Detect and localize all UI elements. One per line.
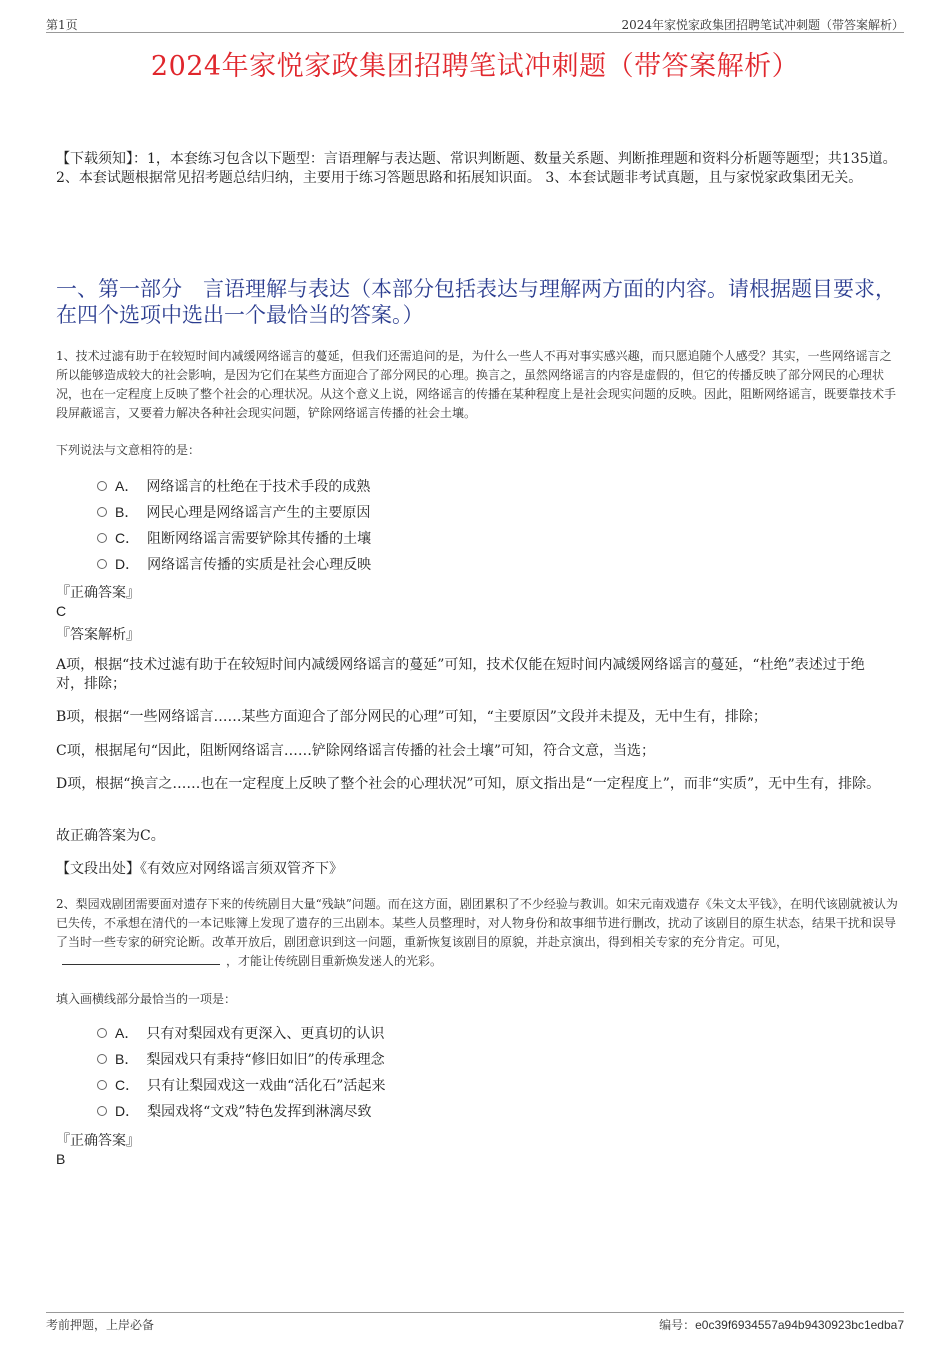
document-title: 2024年家悦家政集团招聘笔试冲刺题（带答案解析） [150, 51, 800, 82]
page-header [46, 14, 904, 33]
q1-analysis-b: B项，根据“一些网络谣言……某些方面迎合了部分网民的心理”可知，“主要原因”文段并未提及，无中生有，排除； [56, 709, 767, 725]
q1-source: 【文段出处】《有效应对网络谣言须双管齐下》 [56, 861, 343, 877]
q1-answer-label: 『正确答案』 [56, 585, 140, 601]
q1-prompt: 下列说法与文意相符的是： [56, 443, 201, 457]
radio-icon[interactable] [97, 1080, 107, 1090]
radio-icon[interactable] [97, 1028, 107, 1038]
header-doc-title: 2024年家悦家政集团招聘笔试冲刺题（带答案解析） [621, 18, 904, 32]
q2-option-b[interactable]: B． 梨园戏只有秉持“修旧如旧”的传承理念 [97, 1049, 385, 1069]
page-number: 第1页 [46, 18, 78, 32]
q1-analysis-a: A项，根据“技术过滤有助于在较短时间内减缓网络谣言的蔓延”可知，技术仅能在短时间内减缓网络谣言的蔓延，“杜绝”表述过于绝对，排除； [56, 657, 865, 692]
q2-passage: 2、梨园戏剧团需要面对遗存下来的传统剧目大量“残缺”问题。而在这方面，剧团累积了不少经验与教训。如宋元南戏遗存《朱文太平钱》，在明代该剧就被认为已失传，不承想在清代的一本记账簿上发现了遗存的三出剧本。某些人员整理时，对人物身份和故事细节进行删改，扰动了该剧目的原生状态，结果干扰和误导了当时一些专家的研究论断。改革开放后，剧团意识到这一问题，重新恢复该剧目的原貌，并赴京演出，得到相关专家的充分肯定。可见，，才能让传统剧目重新焕发迷人的光彩。 [56, 897, 898, 968]
radio-icon[interactable] [97, 1106, 107, 1116]
radio-icon[interactable] [97, 507, 107, 517]
q1-analysis-label: 『答案解析』 [56, 627, 140, 643]
radio-icon[interactable] [97, 1054, 107, 1064]
q1-analysis-c: C项，根据尾句“因此，阻断网络谣言……铲除网络谣言传播的社会土壤”可知，符合文意，当选； [56, 743, 656, 759]
footer-slogan: 考前押题，上岸必备 [46, 1318, 155, 1332]
q1-conclusion: 故正确答案为C。 [56, 828, 165, 844]
radio-icon[interactable] [97, 481, 107, 491]
radio-icon[interactable] [97, 559, 107, 569]
q1-passage: 1、技术过滤有助于在较短时间内减缓网络谣言的蔓延，但我们还需追问的是，为什么一些人不再对事实感兴趣，而只愿追随个人感受？其实，一些网络谣言之所以能够造成较大的社会影响，是因为它们在某些方面迎合了部分网民的心理。换言之，虽然网络谣言的内容是虚假的，但它的传播反映了部分网民的心理状况，也在一定程度上反映了整个社会的心理状况。从这个意义上说，网络谣言的传播在某种程度上是社会现实问题的反映。因此，阻断网络谣言，既要靠技术手段屏蔽谣言，又要着力解决各种社会现实问题，铲除网络谣言传播的社会土壤。 [56, 349, 897, 420]
q1-analysis-d: D项，根据“换言之……也在一定程度上反映了整个社会的心理状况”可知，原文指出是“一定程度上”，而非“实质”，无中生有，排除。 [56, 776, 881, 792]
page-footer [46, 1312, 904, 1333]
q2-answer: B [56, 1151, 66, 1167]
radio-icon[interactable] [97, 533, 107, 543]
q2-option-d[interactable]: D． 梨园戏将“文戏”特色发挥到淋漓尽致 [97, 1101, 371, 1121]
q2-prompt: 填入画横线部分最恰当的一项是： [56, 992, 237, 1006]
q1-option-c[interactable]: C． 阻断网络谣言需要铲除其传播的土壤 [97, 528, 371, 548]
footer-code: 编号：e0c39f6934557a94b9430923bc1edba7 [659, 1318, 904, 1332]
q1-option-b[interactable]: B． 网民心理是网络谣言产生的主要原因 [97, 502, 370, 522]
q1-answer: C [56, 603, 67, 619]
q2-answer-label: 『正确答案』 [56, 1133, 140, 1149]
q2-option-c[interactable]: C． 只有让梨园戏这一戏曲“活化石”活起来 [97, 1075, 385, 1095]
q1-option-a[interactable]: A． 网络谣言的杜绝在于技术手段的成熟 [97, 476, 370, 496]
download-notice: 【下载须知】：1，本套练习包含以下题型：言语理解与表达题、常识判断题、数量关系题、判断推理题和资料分析题等题型；共135道。 2、本套试题根据常见招考题总结归纳，主要用于练习答题思路和拓展知识面。 3、本套试题非考试真题，且与家悦家政集团无关。 [56, 151, 897, 186]
section-heading: 一、第一部分 言语理解与表达（本部分包括表达与理解两方面的内容。请根据题目要求，在四个选项中选出一个最恰当的答案。） [56, 277, 896, 327]
q1-option-d[interactable]: D． 网络谣言传播的实质是社会心理反映 [97, 554, 371, 574]
fill-blank [62, 952, 220, 965]
q2-option-a[interactable]: A． 只有对梨园戏有更深入、更真切的认识 [97, 1023, 384, 1043]
